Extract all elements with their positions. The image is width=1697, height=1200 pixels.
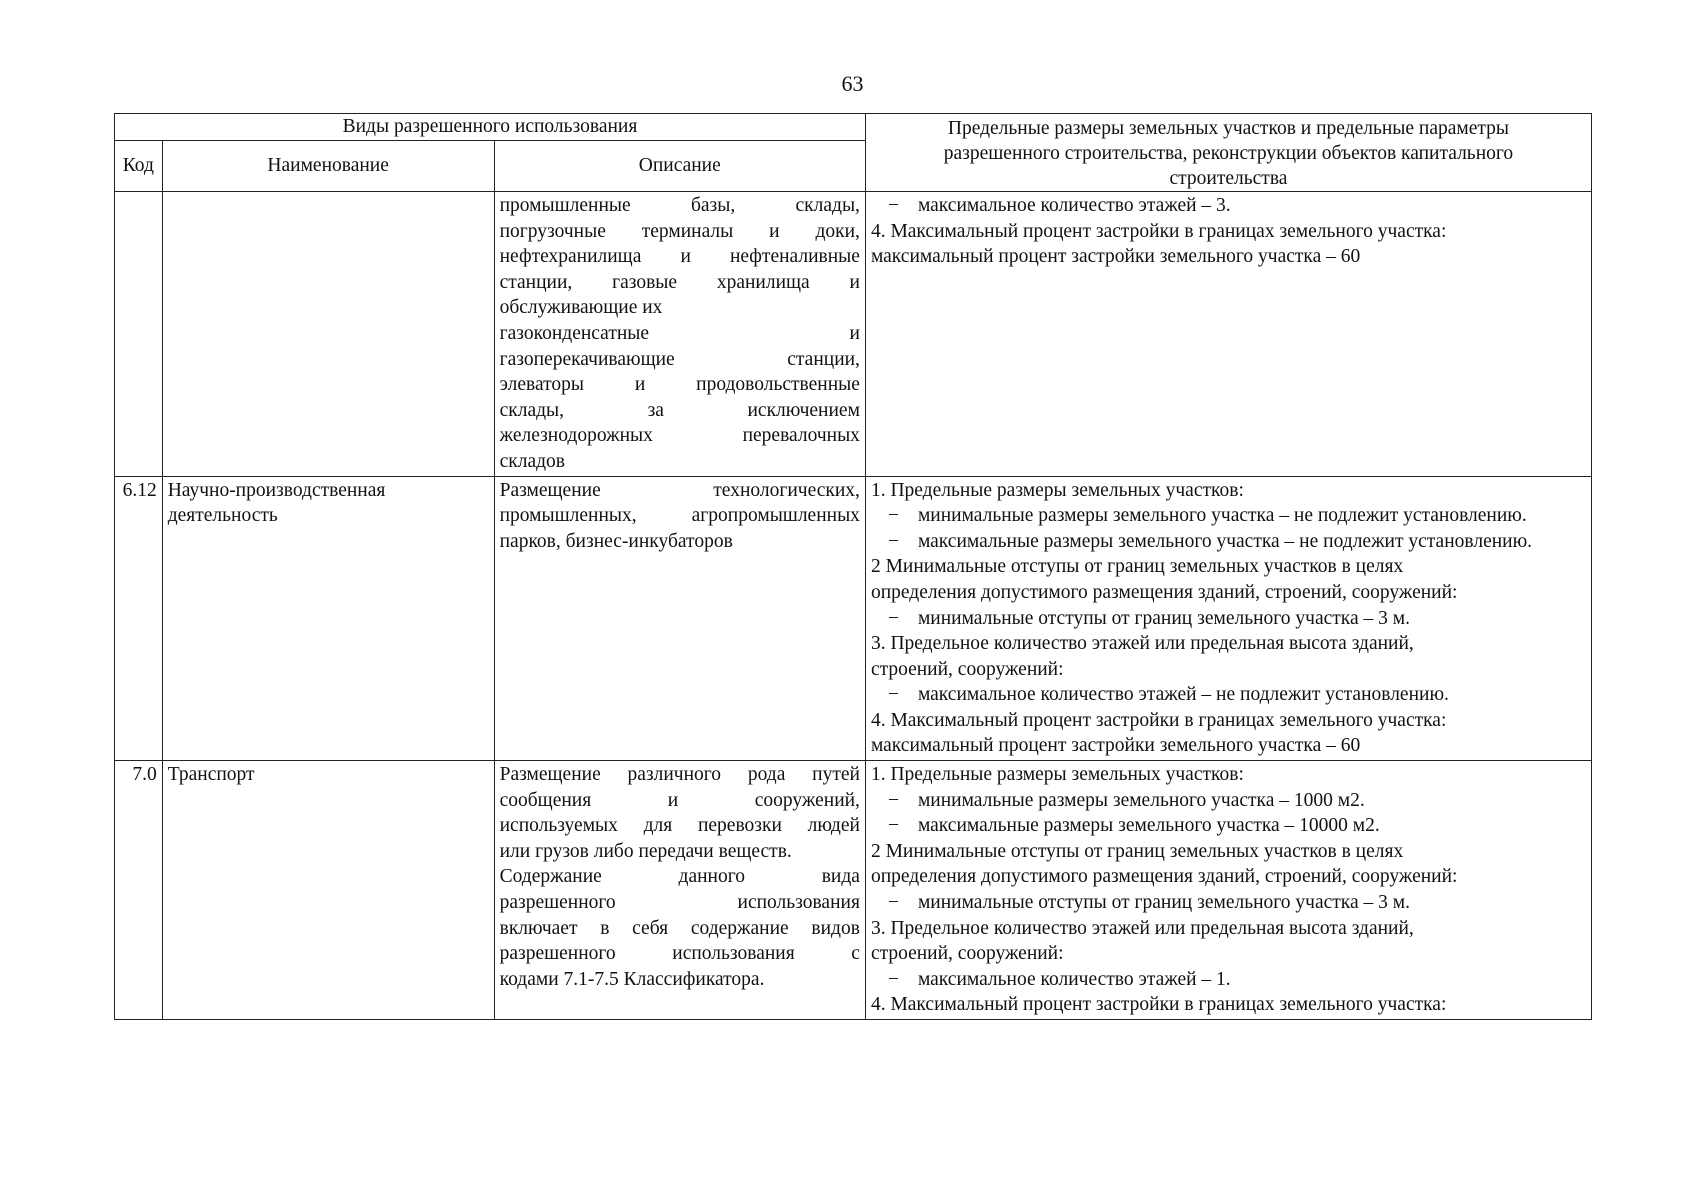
dash-icon: − [887,815,899,837]
dash-icon: − [887,505,899,527]
zoning-table [114,113,1592,1020]
param-line: 4. Максимальный процент застройки в границах земельного участка: [870,994,1447,1016]
description-line: склады, за исключением [499,399,860,421]
param-line: 4. Максимальный процент застройки в границах земельного участка: [870,709,1447,731]
cell-name: Научно-производственная деятельность [162,476,494,761]
description-line: Содержание данного вида [499,866,860,888]
param-bullet-text: минимальные размеры земельного участка – не подлежит установлению. [917,505,1527,527]
param-line: строений, сооружений: [870,658,1064,680]
param-bullet [871,606,1586,632]
description-line: промышленные базы, склады, [499,195,860,216]
description-line: Размещение технологических, [499,479,860,501]
description-line: газоконденсатные и [499,322,860,344]
param-line: максимальный процент застройки земельного участка – 60 [870,735,1361,757]
header-name: Наименование [162,140,494,191]
param-line: определения допустимого размещения зданий, строений, сооружений: [870,581,1458,603]
param-bullet-text: минимальные размеры земельного участка – 1000 м2. [917,789,1365,811]
description-line: погрузочные терминалы и доки, [499,220,860,242]
param-bullet [871,193,1586,219]
description-line: кодами 7.1-7.5 Классификатора. [499,968,765,990]
param-line: 2 Минимальные отступы от границ земельных участков в целях [870,556,1404,578]
description-line: Размещение различного рода путей [499,764,860,786]
cell-name: Транспорт [162,761,494,1020]
param-line: максимальный процент застройки земельного участка – 60 [870,246,1361,268]
table-header [115,114,1592,192]
param-bullet-text: минимальные отступы от границ земельного участка – 3 м. [917,607,1410,629]
header-code: Код [115,140,163,191]
param-bullet [871,890,1586,916]
param-bullet-text: максимальные размеры земельного участка – не подлежит установлению. [917,530,1533,552]
description-line: газоперекачивающие станции, [499,348,860,370]
header-group-title: Виды разрешенного использования [115,114,866,141]
param-line: строений, сооружений: [870,943,1064,965]
dash-icon: − [887,789,899,811]
description-line: обслуживающие их [499,297,663,319]
description-line: или грузов либо передачи веществ. [499,840,792,862]
description-line: железнодорожных перевалочных [499,425,860,447]
cell-params [865,192,1591,477]
table-row [115,476,1592,761]
param-bullet [871,682,1586,708]
dash-icon: − [887,968,899,990]
dash-icon: − [887,607,899,629]
description-line: сообщения и сооружений, [499,789,860,811]
dash-icon: − [887,195,899,216]
table-row [115,761,1592,1020]
description-line: используемых для перевозки людей [499,815,860,837]
cell-description [494,476,865,761]
description-line: разрешенного использования с [499,943,860,965]
description-line: станции, газовые хранилища и [499,271,860,293]
description-line: складов [499,450,566,472]
description-line: элеваторы и продовольственные [499,374,860,396]
cell-description [494,761,865,1020]
table-row [115,192,1592,477]
description-line: промышленных, агропромышленных [499,505,860,527]
description-line: включает в себя содержание видов [499,917,860,939]
param-bullet [871,788,1586,814]
cell-params [865,761,1591,1020]
cell-name [162,192,494,477]
param-bullet [871,813,1586,839]
param-bullet-text: максимальные размеры земельного участка – 10000 м2. [917,815,1380,837]
param-bullet [871,529,1586,555]
param-bullet [871,503,1586,529]
cell-params [865,476,1591,761]
header-description: Описание [494,140,865,191]
param-line: 1. Предельные размеры земельных участков: [870,764,1244,786]
param-bullet-text: минимальные отступы от границ земельного участка – 3 м. [917,892,1410,914]
param-line: 2 Минимальные отступы от границ земельных участков в целях [870,840,1404,862]
param-line: 4. Максимальный процент застройки в границах земельного участка: [870,220,1447,242]
param-line: 3. Предельное количество этажей или предельная высота зданий, [870,633,1414,655]
param-bullet-text: максимальное количество этажей – не подлежит установлению. [917,684,1449,706]
param-bullet-text: максимальное количество этажей – 3. [917,195,1231,216]
dash-icon: − [887,892,899,914]
header-params-title: Предельные размеры земельных участков и предельные параметры разрешенного строительства, реконструкции объектов капитального строительства [865,114,1591,192]
description-line: нефтехранилища и нефтеналивные [499,246,860,268]
param-line: 1. Предельные размеры земельных участков: [870,479,1244,501]
cell-code: 6.12 [115,476,163,761]
description-line: разрешенного использования [499,892,860,914]
cell-code [115,192,163,477]
cell-description [494,192,865,477]
param-bullet [871,967,1586,993]
page-number: 63 [841,71,864,96]
param-line: определения допустимого размещения зданий, строений, сооружений: [870,866,1458,888]
cell-code: 7.0 [115,761,163,1020]
param-bullet-text: максимальное количество этажей – 1. [917,968,1231,990]
dash-icon: − [887,530,899,552]
param-line: 3. Предельное количество этажей или предельная высота зданий, [870,917,1414,939]
dash-icon: − [887,684,899,706]
table-body [115,192,1592,1020]
description-line: парков, бизнес-инкубаторов [499,530,733,552]
